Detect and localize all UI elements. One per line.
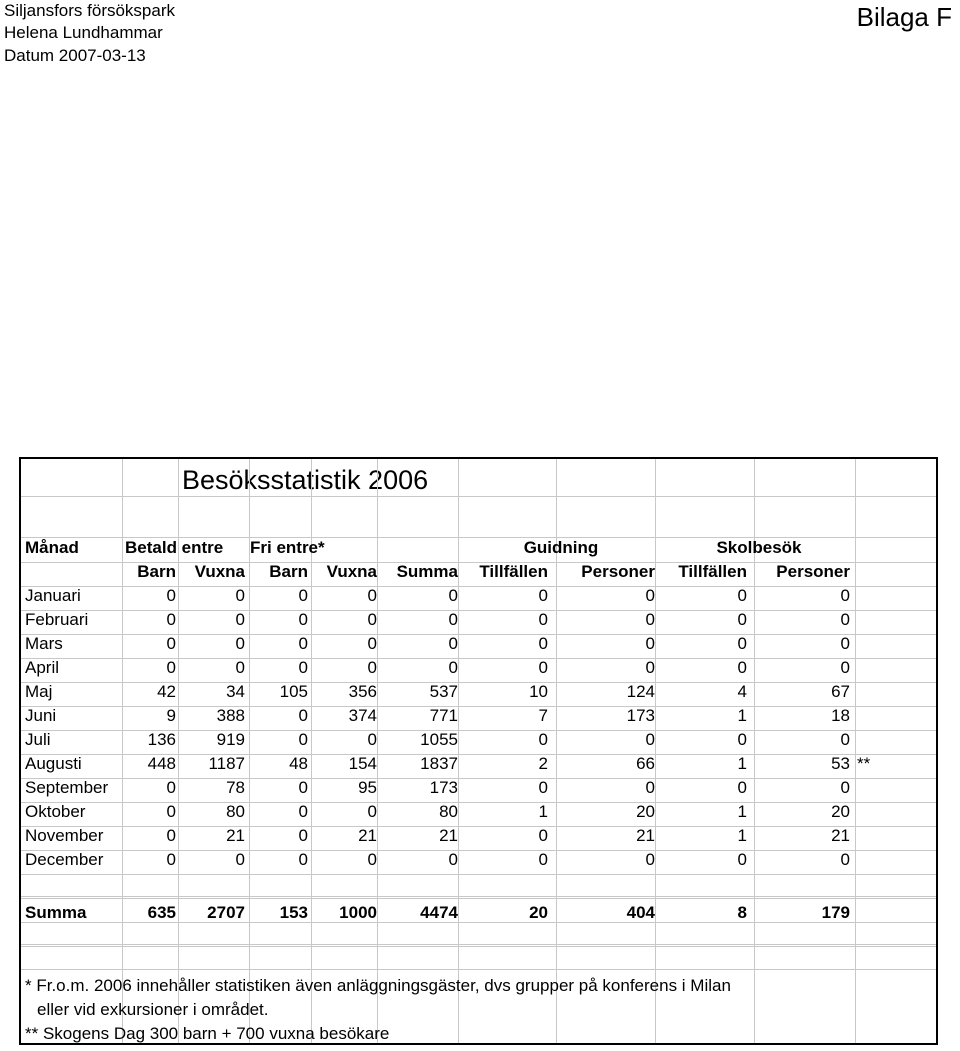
table-cell: 154 <box>348 754 377 773</box>
table-cell: 20 <box>636 802 655 821</box>
table-cell: 0 <box>538 658 548 677</box>
table-cell: 0 <box>448 610 458 629</box>
header-free-entry: Fri entre* <box>250 538 325 557</box>
grid-hline <box>21 969 936 970</box>
table-cell: 21 <box>358 826 377 845</box>
table-cell: 1 <box>737 706 747 725</box>
table-cell: 374 <box>348 706 377 725</box>
table-cell: 771 <box>429 706 458 725</box>
appendix-label: Bilaga F <box>856 2 952 32</box>
table-cell: 0 <box>840 850 850 869</box>
table-cell: 0 <box>538 850 548 869</box>
table-cell: 0 <box>367 634 377 653</box>
table-cell: 0 <box>737 658 747 677</box>
table-cell: 0 <box>367 850 377 869</box>
subheader-8: Personer <box>776 562 850 581</box>
month-label: Januari <box>25 586 81 605</box>
table-cell: 0 <box>645 610 655 629</box>
table-cell: 0 <box>538 610 548 629</box>
subheader-5: Tillfällen <box>479 562 548 581</box>
table-cell: 4 <box>737 682 747 701</box>
table-cell: 0 <box>298 658 308 677</box>
table-cell: 2 <box>538 754 548 773</box>
table-cell: 0 <box>298 826 308 845</box>
subheader-6: Personer <box>581 562 655 581</box>
table-cell: 34 <box>226 682 245 701</box>
table-cell: 78 <box>226 778 245 797</box>
total-cell: 153 <box>279 903 308 922</box>
table-cell: 21 <box>439 826 458 845</box>
month-label: April <box>25 658 60 677</box>
grid-hline <box>21 634 936 635</box>
total-cell: 179 <box>821 903 850 922</box>
month-label: Juli <box>25 730 51 749</box>
table-cell: 105 <box>279 682 308 701</box>
grid-hline <box>21 610 936 611</box>
table-cell: 0 <box>737 634 747 653</box>
table-cell: 537 <box>429 682 458 701</box>
table-cell: 0 <box>840 634 850 653</box>
table-cell: 0 <box>235 634 245 653</box>
table-cell: 1837 <box>420 754 458 773</box>
table-cell: 0 <box>298 778 308 797</box>
grid-hline <box>21 706 936 707</box>
grid-vline <box>122 459 123 1043</box>
table-cell: 1055 <box>420 730 458 749</box>
table-cell: 0 <box>298 610 308 629</box>
table-cell: 0 <box>235 850 245 869</box>
table-cell: 173 <box>429 778 458 797</box>
total-cell: 404 <box>626 903 655 922</box>
table-cell: 53 <box>831 754 850 773</box>
table-cell: 0 <box>367 730 377 749</box>
table-cell: 0 <box>367 586 377 605</box>
footnote-1: * Fr.o.m. 2006 innehåller statistiken även anläggningsgäster, dvs grupper på konferens i Milan <box>25 976 731 995</box>
subheader-7: Tillfällen <box>678 562 747 581</box>
table-cell: 0 <box>538 730 548 749</box>
table-cell: 67 <box>831 682 850 701</box>
table-cell: 21 <box>226 826 245 845</box>
table-cell: 0 <box>448 850 458 869</box>
row-note: ** <box>857 754 871 773</box>
total-cell: 635 <box>147 903 176 922</box>
grid-hline <box>21 802 936 803</box>
table-cell: 0 <box>298 634 308 653</box>
table-cell: 136 <box>147 730 176 749</box>
table-cell: 0 <box>166 778 176 797</box>
table-cell: 0 <box>448 634 458 653</box>
table-cell: 0 <box>645 586 655 605</box>
table-cell: 0 <box>166 826 176 845</box>
grid-hline <box>21 586 936 587</box>
table-cell: 0 <box>298 706 308 725</box>
table-cell: 356 <box>348 682 377 701</box>
table-cell: 9 <box>166 706 176 725</box>
table-cell: 0 <box>840 586 850 605</box>
subheader-4: Summa <box>396 562 458 581</box>
table-cell: 919 <box>216 730 245 749</box>
month-label: November <box>25 826 104 845</box>
grid-hline <box>21 946 936 947</box>
grid-hline <box>21 496 936 497</box>
table-cell: 0 <box>235 658 245 677</box>
table-cell: 1187 <box>208 754 245 773</box>
table-cell: 1 <box>737 754 747 773</box>
table-cell: 0 <box>645 634 655 653</box>
org-name: Siljansfors försökspark <box>4 1 176 20</box>
table-cell: 0 <box>538 586 548 605</box>
table-cell: 0 <box>298 586 308 605</box>
month-label: September <box>25 778 109 797</box>
grid-hline <box>21 658 936 659</box>
total-label: Summa <box>25 903 87 922</box>
table-cell: 1 <box>737 826 747 845</box>
table-cell: 0 <box>538 634 548 653</box>
table-cell: 42 <box>157 682 176 701</box>
table-cell: 0 <box>645 730 655 749</box>
table-cell: 0 <box>166 850 176 869</box>
table-cell: 66 <box>636 754 655 773</box>
month-label: Augusti <box>25 754 82 773</box>
grid-hline <box>21 944 936 945</box>
table-cell: 0 <box>645 658 655 677</box>
grid-hline <box>21 850 936 851</box>
table-cell: 0 <box>298 850 308 869</box>
table-cell: 388 <box>216 706 245 725</box>
table-cell: 0 <box>166 802 176 821</box>
total-cell: 20 <box>529 903 548 922</box>
total-cell: 4474 <box>420 903 458 922</box>
table-cell: 0 <box>538 826 548 845</box>
table-cell: 80 <box>226 802 245 821</box>
table-cell: 48 <box>289 754 308 773</box>
table-cell: 0 <box>367 610 377 629</box>
table-cell: 0 <box>367 658 377 677</box>
header-guidning: Guidning <box>523 538 599 557</box>
table-cell: 0 <box>235 610 245 629</box>
table-cell: 21 <box>831 826 850 845</box>
table-cell: 0 <box>367 802 377 821</box>
grid-hline <box>21 778 936 779</box>
table-cell: 0 <box>645 778 655 797</box>
table-cell: 1 <box>538 802 548 821</box>
header-skolbesok: Skolbesök <box>716 538 802 557</box>
table-cell: 0 <box>737 850 747 869</box>
month-label: Februari <box>25 610 89 629</box>
document-date: Datum 2007-03-13 <box>4 46 146 65</box>
footnote-2: eller vid exkursioner i området. <box>37 1000 269 1019</box>
table-cell: 173 <box>626 706 655 725</box>
table-cell: 95 <box>358 778 377 797</box>
table-cell: 0 <box>166 610 176 629</box>
subheader-2: Barn <box>269 562 308 581</box>
table-cell: 80 <box>439 802 458 821</box>
total-cell: 1000 <box>339 903 377 922</box>
month-label: Oktober <box>25 802 86 821</box>
grid-vline <box>458 459 459 1043</box>
grid-hline <box>21 826 936 827</box>
month-label: Mars <box>25 634 63 653</box>
table-cell: 0 <box>166 586 176 605</box>
table-cell: 0 <box>840 610 850 629</box>
total-cell: 2707 <box>207 903 245 922</box>
table-cell: 7 <box>538 706 548 725</box>
table-cell: 0 <box>737 778 747 797</box>
grid-hline <box>21 898 936 899</box>
header-paid-entry: Betald entre <box>125 538 224 557</box>
table-cell: 20 <box>831 802 850 821</box>
table-cell: 18 <box>831 706 850 725</box>
table-cell: 0 <box>538 778 548 797</box>
table-cell: 124 <box>626 682 655 701</box>
footnote-3: ** Skogens Dag 300 barn + 700 vuxna besökare <box>25 1024 390 1043</box>
subheader-1: Vuxna <box>194 562 245 581</box>
subheader-3: Vuxna <box>326 562 377 581</box>
table-cell: 0 <box>840 778 850 797</box>
table-cell: 21 <box>636 826 655 845</box>
header-month: Månad <box>25 538 79 557</box>
author-name: Helena Lundhammar <box>4 23 163 42</box>
subheader-0: Barn <box>137 562 176 581</box>
statistics-table <box>19 457 938 1045</box>
table-title: Besöksstatistik 2006 <box>182 465 429 495</box>
month-label: Juni <box>25 706 57 725</box>
month-label: December <box>25 850 104 869</box>
table-cell: 0 <box>448 658 458 677</box>
table-cell: 10 <box>529 682 548 701</box>
table-cell: 0 <box>840 730 850 749</box>
grid-hline <box>21 896 936 897</box>
table-cell: 0 <box>737 610 747 629</box>
table-cell: 0 <box>737 730 747 749</box>
table-cell: 0 <box>737 586 747 605</box>
table-cell: 448 <box>147 754 176 773</box>
table-cell: 0 <box>840 658 850 677</box>
grid-vline <box>377 459 378 1043</box>
table-cell: 0 <box>448 586 458 605</box>
table-cell: 0 <box>235 586 245 605</box>
table-cell: 0 <box>166 634 176 653</box>
table-cell: 0 <box>166 658 176 677</box>
month-label: Maj <box>25 682 53 701</box>
grid-hline <box>21 874 936 875</box>
table-cell: 0 <box>645 850 655 869</box>
table-cell: 1 <box>737 802 747 821</box>
table-cell: 0 <box>298 730 308 749</box>
table-cell: 0 <box>298 802 308 821</box>
total-cell: 8 <box>737 903 747 922</box>
